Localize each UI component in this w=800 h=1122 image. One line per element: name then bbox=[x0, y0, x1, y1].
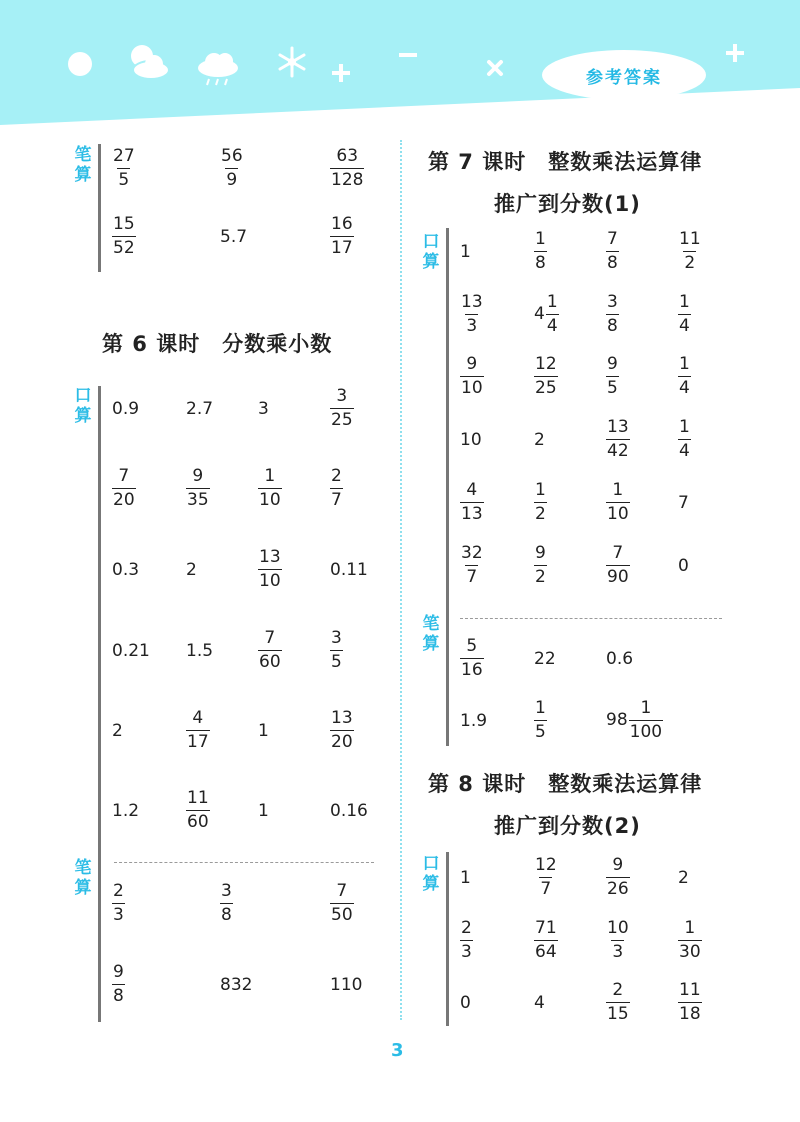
fraction-answer bbox=[330, 388, 354, 429]
denominator: 4 bbox=[546, 316, 558, 336]
answer-value: 0.3 bbox=[112, 560, 140, 580]
denominator: 2 bbox=[535, 567, 546, 587]
answer-value: 0 bbox=[460, 993, 471, 1013]
numerator: 7 bbox=[336, 881, 348, 901]
fraction-answer bbox=[460, 920, 473, 961]
fraction-answer bbox=[534, 545, 547, 586]
numerator: 7 bbox=[118, 466, 130, 486]
fraction-answer bbox=[460, 482, 484, 523]
fraction-answer bbox=[460, 638, 484, 679]
numerator: 2 bbox=[113, 881, 124, 901]
fraction-answer bbox=[220, 148, 244, 189]
rain-cloud-icon bbox=[196, 46, 242, 88]
fraction-answer bbox=[186, 790, 210, 831]
fraction-answer bbox=[330, 216, 354, 257]
fraction-answer bbox=[546, 294, 559, 335]
section-bar bbox=[98, 386, 101, 1022]
section-separator bbox=[460, 618, 722, 619]
answer-value: 0.16 bbox=[330, 801, 368, 821]
numerator: 9 bbox=[612, 855, 624, 875]
fraction-answer bbox=[606, 857, 630, 898]
fraction-answer bbox=[186, 710, 210, 751]
page-number: 3 bbox=[391, 1040, 404, 1061]
numerator: 13 bbox=[331, 708, 353, 728]
denominator: 3 bbox=[612, 942, 624, 962]
kousuan-label: 口算 bbox=[74, 386, 92, 426]
denominator: 8 bbox=[535, 253, 546, 273]
fraction-answer bbox=[606, 294, 619, 335]
numerator: 56 bbox=[221, 146, 243, 166]
answer-value: 0.6 bbox=[606, 649, 634, 669]
numerator: 2 bbox=[612, 980, 624, 1000]
denominator: 17 bbox=[187, 732, 209, 752]
fraction-answer bbox=[629, 700, 663, 741]
fraction-answer bbox=[330, 883, 354, 924]
denominator: 35 bbox=[187, 490, 209, 510]
numerator: 13 bbox=[461, 292, 483, 312]
denominator: 15 bbox=[607, 1004, 629, 1024]
denominator: 10 bbox=[607, 504, 629, 524]
fraction-answer bbox=[678, 982, 702, 1023]
fraction-answer bbox=[330, 710, 354, 751]
denominator: 4 bbox=[679, 316, 690, 336]
denominator: 5 bbox=[118, 170, 130, 190]
answer-value: 1 bbox=[460, 868, 471, 888]
numerator: 16 bbox=[331, 214, 353, 234]
denominator: 100 bbox=[629, 722, 663, 742]
numerator: 9 bbox=[113, 962, 124, 982]
section-separator bbox=[114, 862, 374, 863]
fraction-answer bbox=[330, 630, 343, 671]
denominator: 7 bbox=[331, 490, 342, 510]
kousuan-label: 口算 bbox=[422, 232, 440, 272]
column-divider bbox=[400, 140, 402, 1020]
numerator: 4 bbox=[192, 708, 204, 728]
fraction-answer bbox=[534, 482, 547, 523]
numerator: 1 bbox=[546, 292, 558, 312]
fraction-answer bbox=[112, 216, 136, 257]
denominator: 13 bbox=[461, 504, 483, 524]
numerator: 7 bbox=[612, 543, 624, 563]
numerator: 1 bbox=[679, 292, 690, 312]
numerator: 71 bbox=[535, 918, 557, 938]
whole-part: 4 bbox=[534, 304, 545, 324]
numerator: 11 bbox=[679, 229, 701, 249]
numerator: 13 bbox=[607, 417, 629, 437]
snowflake-icon bbox=[276, 46, 308, 78]
numerator: 1 bbox=[612, 480, 624, 500]
kousuan-label: 口算 bbox=[422, 854, 440, 894]
whole-part: 98 bbox=[606, 710, 628, 730]
cloudy-sun-icon bbox=[126, 42, 172, 82]
section-bar bbox=[446, 852, 449, 1026]
denominator: 10 bbox=[461, 378, 483, 398]
denominator: 60 bbox=[187, 812, 209, 832]
fraction-answer bbox=[258, 549, 282, 590]
numerator: 2 bbox=[331, 466, 342, 486]
denominator: 8 bbox=[113, 986, 124, 1006]
answer-value: 0.9 bbox=[112, 399, 140, 419]
answer-value: 22 bbox=[534, 649, 556, 669]
numerator: 2 bbox=[461, 918, 472, 938]
bisuan-label: 笔算 bbox=[74, 858, 92, 898]
numerator: 10 bbox=[607, 918, 629, 938]
denominator: 17 bbox=[331, 238, 353, 258]
numerator: 15 bbox=[113, 214, 135, 234]
denominator: 90 bbox=[607, 567, 629, 587]
numerator: 7 bbox=[607, 229, 618, 249]
bisuan-label: 笔算 bbox=[74, 145, 92, 185]
fraction-answer bbox=[534, 231, 547, 272]
numerator: 12 bbox=[535, 354, 557, 374]
fraction-answer bbox=[460, 356, 484, 397]
answer-value: 4 bbox=[534, 993, 545, 1013]
denominator: 10 bbox=[259, 490, 281, 510]
fraction-answer bbox=[678, 356, 691, 397]
fraction-answer bbox=[460, 545, 484, 586]
denominator: 3 bbox=[466, 316, 478, 336]
answer-value: 1 bbox=[258, 721, 269, 741]
lesson7-title: 第 7 课时 整数乘法运算律 bbox=[428, 150, 703, 174]
section-bar bbox=[98, 144, 101, 272]
answer-value: 1.2 bbox=[112, 801, 140, 821]
fraction-answer bbox=[534, 356, 558, 397]
denominator: 26 bbox=[607, 879, 629, 899]
denominator: 5 bbox=[331, 652, 342, 672]
denominator: 20 bbox=[331, 732, 353, 752]
fraction-answer bbox=[534, 700, 547, 741]
lesson6-title: 第 6 课时 分数乘小数 bbox=[102, 332, 333, 356]
numerator: 1 bbox=[535, 480, 546, 500]
fraction-answer bbox=[678, 920, 702, 961]
numerator: 63 bbox=[336, 146, 359, 166]
plus-icon bbox=[330, 62, 352, 84]
numerator: 11 bbox=[187, 788, 209, 808]
denominator: 128 bbox=[331, 170, 364, 190]
fraction-answer bbox=[258, 630, 282, 671]
numerator: 1 bbox=[679, 417, 690, 437]
numerator: 1 bbox=[535, 229, 546, 249]
numerator: 27 bbox=[113, 146, 135, 166]
denominator: 50 bbox=[331, 905, 353, 925]
fraction-answer bbox=[460, 294, 484, 335]
denominator: 16 bbox=[461, 660, 483, 680]
denominator: 20 bbox=[113, 490, 135, 510]
numerator: 9 bbox=[607, 354, 618, 374]
numerator: 3 bbox=[607, 292, 618, 312]
mixed-number-answer bbox=[534, 294, 559, 335]
fraction-answer bbox=[606, 356, 619, 397]
answer-value: 2.7 bbox=[186, 399, 214, 419]
section-bar bbox=[446, 228, 449, 746]
plus-icon bbox=[724, 42, 746, 64]
numerator: 3 bbox=[336, 386, 348, 406]
numerator: 1 bbox=[264, 466, 276, 486]
fraction-answer bbox=[678, 294, 691, 335]
denominator: 2 bbox=[684, 253, 696, 273]
numerator: 13 bbox=[259, 547, 281, 567]
numerator: 1 bbox=[679, 354, 690, 374]
answer-value: 2 bbox=[112, 721, 123, 741]
answer-value: 2 bbox=[534, 430, 545, 450]
fraction-answer bbox=[330, 468, 343, 509]
lesson7-subtitle: 推广到分数(1) bbox=[494, 192, 641, 216]
numerator: 9 bbox=[535, 543, 546, 563]
answer-value: 1.9 bbox=[460, 711, 488, 731]
denominator: 25 bbox=[331, 410, 353, 430]
fraction-answer bbox=[606, 482, 630, 523]
fraction-answer bbox=[606, 920, 630, 961]
denominator: 10 bbox=[259, 571, 281, 591]
answer-key-badge: 参考答案 bbox=[542, 50, 706, 100]
denominator: 60 bbox=[259, 652, 281, 672]
fraction-answer bbox=[330, 148, 364, 189]
numerator: 32 bbox=[461, 543, 483, 563]
answer-value: 2 bbox=[186, 560, 197, 580]
answer-value: 0.21 bbox=[112, 641, 150, 661]
denominator: 7 bbox=[466, 567, 478, 587]
denominator: 4 bbox=[679, 378, 690, 398]
lesson8-title: 第 8 课时 整数乘法运算律 bbox=[428, 772, 703, 796]
fraction-answer bbox=[112, 883, 125, 924]
answer-value: 110 bbox=[330, 975, 363, 995]
answer-value: 5.7 bbox=[220, 227, 248, 247]
numerator: 7 bbox=[264, 628, 276, 648]
denominator: 8 bbox=[607, 253, 618, 273]
answer-value: 2 bbox=[678, 868, 689, 888]
lesson8-subtitle: 推广到分数(2) bbox=[494, 814, 641, 838]
numerator: 4 bbox=[466, 480, 478, 500]
fraction-answer bbox=[258, 468, 282, 509]
fraction-answer bbox=[112, 148, 136, 189]
answer-value: 0 bbox=[678, 556, 689, 576]
answer-value: 10 bbox=[460, 430, 482, 450]
bisuan-label: 笔算 bbox=[422, 614, 440, 654]
denominator: 42 bbox=[607, 441, 629, 461]
denominator: 4 bbox=[679, 441, 690, 461]
fraction-answer bbox=[678, 419, 691, 460]
denominator: 3 bbox=[461, 942, 472, 962]
fraction-answer bbox=[606, 419, 630, 460]
denominator: 30 bbox=[679, 942, 701, 962]
answer-value: 7 bbox=[678, 493, 689, 513]
numerator: 11 bbox=[679, 980, 701, 1000]
denominator: 5 bbox=[607, 378, 618, 398]
numerator: 9 bbox=[192, 466, 204, 486]
fraction-answer bbox=[220, 883, 233, 924]
fraction-answer bbox=[606, 545, 630, 586]
denominator: 3 bbox=[113, 905, 124, 925]
denominator: 64 bbox=[535, 942, 557, 962]
fraction-answer bbox=[186, 468, 210, 509]
fraction-answer bbox=[112, 964, 125, 1005]
fraction-answer bbox=[606, 982, 630, 1023]
denominator: 7 bbox=[540, 879, 552, 899]
numerator: 9 bbox=[466, 354, 478, 374]
fraction-answer bbox=[534, 920, 558, 961]
denominator: 8 bbox=[221, 905, 232, 925]
answer-value: 1 bbox=[460, 242, 471, 262]
answer-value: 832 bbox=[220, 975, 253, 995]
answer-value: 1.5 bbox=[186, 641, 214, 661]
fraction-answer bbox=[112, 468, 136, 509]
denominator: 9 bbox=[226, 170, 238, 190]
numerator: 5 bbox=[466, 636, 478, 656]
times-icon bbox=[485, 58, 505, 78]
denominator: 18 bbox=[679, 1004, 701, 1024]
fraction-answer bbox=[534, 857, 558, 898]
numerator: 1 bbox=[640, 698, 652, 718]
sun-icon bbox=[66, 50, 94, 78]
numerator: 1 bbox=[535, 698, 546, 718]
denominator: 5 bbox=[535, 722, 546, 742]
mixed-number-answer bbox=[606, 700, 663, 741]
answer-value: 3 bbox=[258, 399, 269, 419]
numerator: 3 bbox=[221, 881, 232, 901]
denominator: 8 bbox=[607, 316, 618, 336]
denominator: 2 bbox=[535, 504, 546, 524]
fraction-answer bbox=[606, 231, 619, 272]
answer-value: 0.11 bbox=[330, 560, 368, 580]
denominator: 52 bbox=[113, 238, 135, 258]
fraction-answer bbox=[678, 231, 702, 272]
numerator: 3 bbox=[331, 628, 342, 648]
numerator: 12 bbox=[535, 855, 557, 875]
denominator: 25 bbox=[535, 378, 557, 398]
numerator: 1 bbox=[684, 918, 696, 938]
answer-value: 1 bbox=[258, 801, 269, 821]
minus-icon bbox=[398, 50, 418, 60]
